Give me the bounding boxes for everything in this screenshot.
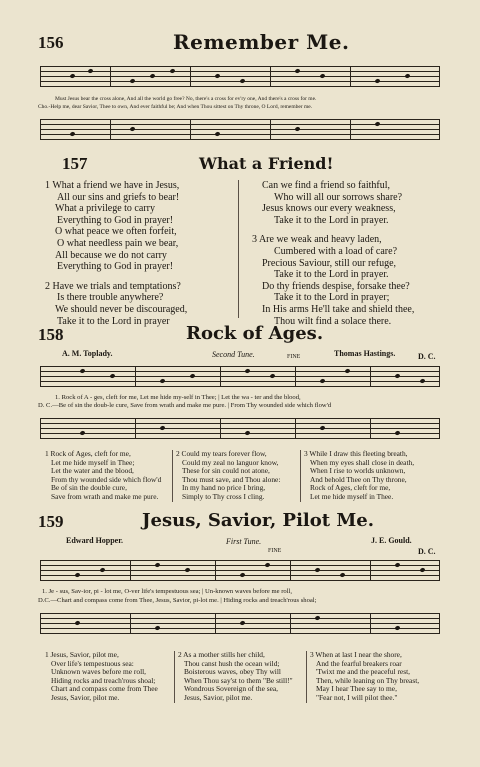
music-staff-156-lower: [40, 119, 440, 141]
hymn-158-verse-3: 3 While I draw this fleeting breath, When my eyes shall close in death, When I rise to worlds unknown, And behold Thee on Thy throne, Rock of Ages, cleft for me, Let me hide myself in Thee.: [304, 449, 415, 501]
hymn-158-lyric-line-2: D. C.—Be of sin the doub-le cure, Save from wrath and make me pure. | From Thy wounded side which flow'd: [38, 402, 332, 409]
hymn-number-159: 159: [38, 512, 64, 531]
hymn-158-composer: Thomas Hastings.: [334, 349, 396, 358]
hymn-159-author: Edward Hopper.: [66, 536, 124, 545]
hymn-158-verse-1: 1 Rock of Ages, cleft for me, Let me hide myself in Thee; Let the water and the blood, From thy wounded side which flow'd Be of sin the double cure, Save from wrath and make me pure.: [45, 449, 162, 501]
hymn-159-fine: FINE: [268, 548, 282, 554]
hymn-title-157: What a Friend!: [199, 154, 334, 173]
music-staff-159-lower: [40, 613, 440, 635]
hymn-159-tune-label: First Tune.: [226, 537, 262, 546]
music-staff-158-lower: [40, 418, 440, 440]
hymn-159-verse-3: 3 When at last I near the shore, And the fearful breakers roar 'Twixt me and the peaceful rest, Then, while leaning on Thy breast, May I hear Thee say to me, "Fear not, I will pilot thee.": [310, 650, 420, 702]
music-staff-158-upper: [40, 366, 440, 388]
column-divider-158-b: [300, 450, 301, 502]
hymn-159-lyric-line-2: D.C.—Chart and compass come from Thee, Jesus, Savior, pi-lot me. | Hiding rocks and treach'rous shoal;: [38, 597, 317, 604]
hymn-159-lyric-line-1: 1. Je - sus, Sav-ior, pi - lot me, O-ver life's tempestuous sea; | Un-known waves before me roll,: [42, 588, 293, 595]
hymn-number-157: 157: [62, 154, 88, 173]
hymn-159-composer: J. E. Gould.: [371, 536, 412, 545]
hymn-159-verse-1: 1 Jesus, Savior, pilot me, Over life's tempestuous sea: Unknown waves before me roll, Hiding rocks and treach'rous shoal; Chart and compass come from Thee Jesus, Savior, pilot me.: [45, 650, 158, 702]
column-divider-159-b: [306, 651, 307, 703]
hymn-title-159: Jesus, Savior, Pilot Me.: [142, 510, 374, 531]
hymn-158-lyric-line-1: 1. Rock of A - ges, cleft for me, Let me hide my-self in Thee; | Let the wa - ter and the blood,: [55, 394, 301, 401]
hymn-156-lyric-line-2: Cho.-Help me, dear Savior, Thee to own, And ever faithful be; And when Thou sittest on Thy throne, O Lord, remember me.: [38, 104, 313, 110]
music-staff-156-upper: [40, 66, 440, 88]
hymn-157-verses-right: Can we find a friend so faithful, Who will all our sorrows share? Jesus knows our every weakness, Take it to the Lord in prayer. 3 Are we weak and heavy laden, Cumbered with a load of care? Precious Saviour, still our refuge, Take it to the Lord in prayer. Do thy friends despise, forsake thee? Take it to the Lord in prayer; In His arms He'll take and shield thee, Thou wilt find a solace there.: [252, 180, 415, 327]
hymn-title-156: Remember Me.: [173, 30, 350, 54]
hymn-159-dc: D. C.: [418, 547, 436, 556]
hymn-number-156: 156: [38, 33, 64, 52]
hymn-title-158: Rock of Ages.: [186, 323, 324, 344]
hymn-158-fine: FINE: [287, 354, 301, 360]
hymn-159-verse-2: 2 As a mother stills her child, Thou canst hush the ocean wild; Boisterous waves, obey Thy will When Thou say'st to them "Be still!" Wondrous Sovereign of the sea, Jesus, Savior, pilot me.: [178, 650, 293, 702]
hymn-158-dc: D. C.: [418, 352, 436, 361]
hymn-156-lyric-line-1: Must Jesus bear the cross alone, And all the world go free? No, there's a cross for ev'ry one, And there's a cross for me.: [55, 96, 317, 102]
hymn-158-verse-2: 2 Could my tears forever flow, Could my zeal no languor know, These for sin could not atone, Thou must save, and Thou alone: In my hand no price I bring, Simply to Thy cross I cling.: [176, 449, 281, 501]
hymn-158-tune-label: Second Tune.: [212, 350, 255, 359]
music-staff-159-upper: [40, 560, 440, 582]
column-divider-157: [238, 180, 239, 318]
column-divider-159-a: [174, 651, 175, 703]
column-divider-158-a: [172, 450, 173, 502]
hymn-158-author: A. M. Toplady.: [62, 349, 113, 358]
hymn-157-verses-left: 1 What a friend we have in Jesus, All our sins and griefs to bear! What a privilege to carry Everything to God in prayer! O what peace we often forfeit, O what needless pain we bear, All because we do not carry Everything to God in prayer! 2 Have we trials and temptations? Is there trouble anywhere? We should never be discouraged, Take it to the Lord in prayer: [45, 180, 188, 327]
hymn-number-158: 158: [38, 325, 64, 344]
